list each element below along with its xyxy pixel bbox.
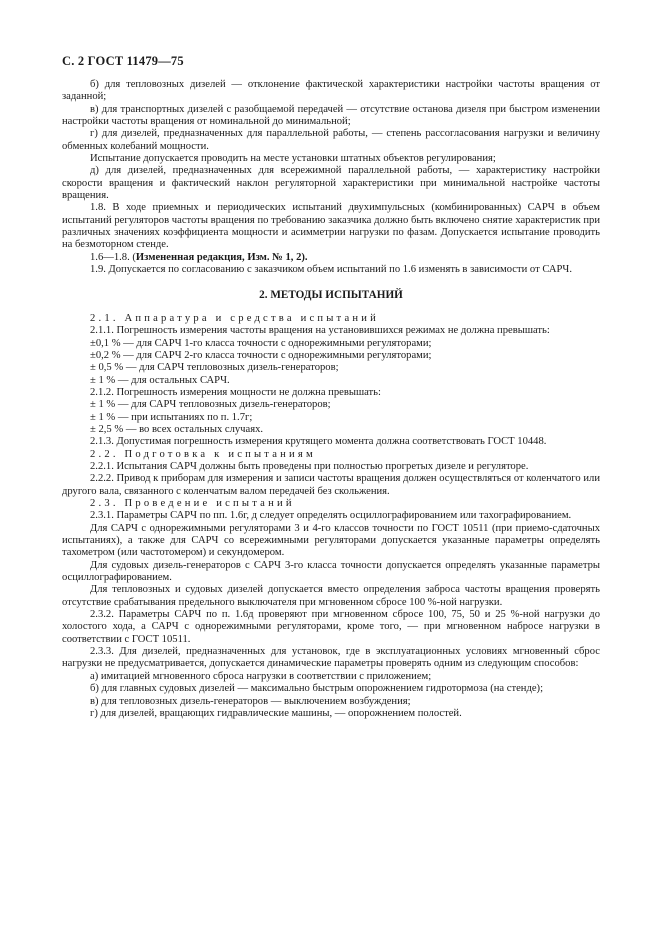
document-body (62, 79, 600, 720)
list-item: ± 2,5 % — во всех остальных случаях. (90, 423, 264, 435)
paragraph: 2.1.1. Погрешность измерения частоты вращения на установившихся режимах не должна превышать: (90, 325, 550, 337)
revision-note-items: 1.6—1.8. (90, 251, 130, 263)
paragraph: 1.8. В ходе приемных и периодических испытаний двухимпульсных (комбинированных) САРЧ в объем испытаний регуляторов частоты вращения по требованию заказчика должно быть включено снятие характеристик при различных значениях коэффициента мощности и асимметрии нагрузки по фазам. Допускается испытание проводить на безмоторном стенде. (62, 202, 600, 251)
subsection-title: 2.2. Подготовка к испытаниям (90, 448, 316, 460)
list-item: г) для дизелей, вращающих гидравлические машины, — опорожнением полостей. (90, 707, 462, 719)
section-title: 2. МЕТОДЫ ИСПЫТАНИЙ (259, 288, 403, 301)
paragraph: б) для тепловозных дизелей — отклонение фактической характеристики настройки частоты вращения от заданной; (62, 79, 600, 103)
subsection-title: 2.1. Аппаратура и средства испытаний (90, 312, 380, 324)
paragraph: 2.3.2. Параметры САРЧ по п. 1.6д проверяют при мгновенном сбросе 100, 75, 50 и 25 %-ной нагрузки до холостого хода, а САРЧ с однорежимными регуляторами, кроме того, — при мгновенном набросе нагрузки в соответствии с ГОСТ 10511. (62, 609, 600, 645)
paragraph: 2.2.1. Испытания САРЧ должны быть проведены при полностью прогретых дизеле и регуляторе. (90, 460, 529, 472)
paragraph: в) для транспортных дизелей с разобщаемой передачей — отсутствие останова дизеля при быстром изменении настройки частоты вращения от номинальной до минимальной; (62, 103, 600, 128)
paragraph: д) для дизелей, предназначенных для всережимной параллельной работы, — характеристику настройки скорости вращения и фактический наклон регуляторной характеристики при минимальной настройке частоты вращения. (62, 165, 600, 202)
paragraph: 2.2.2. Привод к приборам для измерения и записи частоты вращения должен осуществляться от коленчатого или другого вала, связанного с коленчатым валом передачей без скольжения. (62, 473, 600, 497)
list-item: ±0,1 % — для САРЧ 1-го класса точности с однорежимными регуляторами; (90, 337, 432, 349)
list-item: ± 1 % — для САРЧ тепловозных дизель-генераторов; (90, 399, 331, 411)
list-item: ± 0,5 % — для САРЧ тепловозных дизель-генераторов; (90, 362, 339, 374)
paragraph: Для САРЧ с однорежимными регуляторами 3 и 4-го классов точности по ГОСТ 10511 (при приемо-сдаточных испытаниях), а также для САРЧ со всережимными регуляторами допускается указанные параметры определять тахометром (или частотомером) и секундомером. (62, 522, 600, 559)
paragraph: Для судовых дизель-генераторов с САРЧ 3-го класса точности допускается определять указанные параметры осциллографированием. (62, 559, 600, 584)
subsection-title: 2.3. Проведение испытаний (90, 498, 295, 509)
list-item: а) имитацией мгновенного сброса нагрузки в соответствии с приложением; (90, 670, 432, 682)
paragraph: 1.9. Допускается по согласованию с заказчиком объем испытаний по 1.6 изменять в зависимости от САРЧ. (90, 264, 572, 276)
list-item: ± 1 % — для остальных САРЧ. (90, 374, 230, 386)
revision-note-text: Измененная редакция, Изм. № 1, 2). (135, 251, 308, 263)
paragraph: Для тепловозных и судовых дизелей допускается вместо определения заброса частоты вращения проверять отсутствие срабатывания предельного выключателя при мгновенном сбросе 100 %-ной нагрузки. (62, 584, 600, 608)
paragraph: 2.3.3. Для дизелей, предназначенных для установок, где в эксплуатационных условиях мгновенный сброс нагрузки не предусматривается, допускается динамические параметры проверять одним из следующим способов: (62, 646, 600, 670)
paragraph: 2.3.1. Параметры САРЧ по пп. 1.6г, д следует определять осциллографированием или тахографированием. (90, 510, 572, 522)
paragraph: 2.1.3. Допустимая погрешность измерения крутящего момента должна соответствовать ГОСТ 10448. (90, 436, 547, 448)
list-item: ± 1 % — при испытаниях по п. 1.7г; (90, 411, 253, 423)
paragraph: г) для дизелей, предназначенных для параллельной работы, — степень рассогласования нагрузки и величину обменных колебаний мощности. (62, 128, 600, 152)
list-item: в) для тепловозных дизель-генераторов — выключением возбуждения; (90, 695, 411, 707)
list-item: ±0,2 % — для САРЧ 2-го класса точности с однорежимными регуляторами; (90, 349, 432, 361)
paragraph: 2.1.2. Погрешность измерения мощности не должна превышать: (90, 386, 381, 398)
revision-note: 1.6—1.8. (Измененная редакция, Изм. № 1, 2). (90, 251, 308, 263)
paragraph: Испытание допускается проводить на месте установки штатных объектов регулирования; (90, 153, 496, 165)
page-header: С. 2 ГОСТ 11479—75 (62, 54, 184, 68)
list-item: б) для главных судовых дизелей — максимально быстрым опорожнением гидротормоза (на стенде); (90, 683, 544, 695)
